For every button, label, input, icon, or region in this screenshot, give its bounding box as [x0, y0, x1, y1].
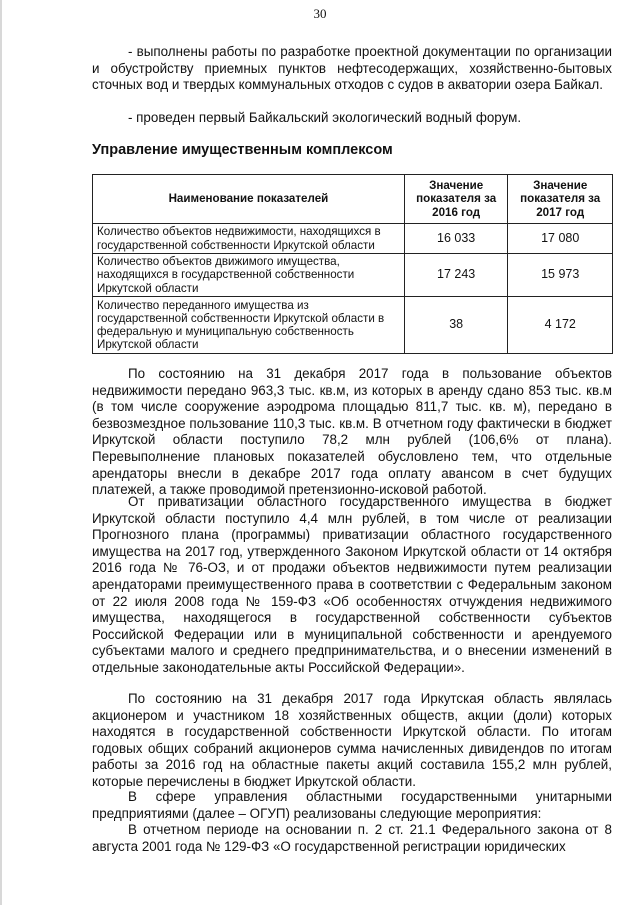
table-row — [93, 297, 613, 354]
intro-item-2: - проведен первый Байкальский экологический водный форум. — [128, 110, 522, 125]
paragraph-privatization: От приватизации областного государственного имущества в бюджет Иркутской области поступило 4,4 млн рублей, в том числе от реализации Прогнозного плана (программы) приватизации областного государственного имущества на 2017 год, утвержденного Законом Иркутской области от 14 октября 2016 года № 76-ОЗ, и от продажи объектов недвижимости путем реализации арендаторами преимущественного права в соответствии с Федеральным законом от 22 июля 2008 года № 159-ФЗ «Об особенностях отчуждения недвижимого имущества, находящегося в государственной собственности субъектов Российской Федерации или в муниципальной собственности и арендуемого субъектами малого и среднего предпринимательства, и о внесении изменений в отдельные законодательные акты Российской Федерации». — [92, 494, 612, 675]
paragraph-lease: По состоянию на 31 декабря 2017 года в пользование объектов недвижимости передано 963,3 тыс. кв.м, из которых в аренду сдано 853 тыс. кв.м (в том числе сооружение аэродрома площадью 811,7 тыс. кв. м), передано в безвозмездное пользование 110,3 тыс. кв.м. В отчетном году фактически в бюджет Иркутской области поступило 78,2 млн рублей (106,6% от плана). Перевыполнение плановых показателей обусловлено тем, что отдельные арендаторы внесли в декабре 2017 года оплату авансом в счет будущих платежей, а также проводимой претензионно-исковой работой. — [92, 366, 612, 498]
row-value-2016: 38 — [404, 297, 508, 354]
header-value-2016: Значение показателя за 2016 год — [404, 175, 508, 224]
header-indicator-name: Наименование показателей — [93, 175, 405, 224]
table-row — [93, 224, 613, 254]
section-title: Управление имущественным комплексом — [92, 142, 393, 158]
header-value-2017: Значение показателя за 2017 год — [508, 175, 613, 224]
paragraph-ogup: В сфере управления областными государственными унитарными предприятиями (далее – ОГУП) реализованы следующие мероприятия: — [92, 789, 612, 821]
scan-edge — [0, 0, 2, 905]
table-header-row — [93, 175, 613, 224]
indicators-table — [92, 174, 613, 354]
intro-item-1: - выполнены работы по разработке проектной документации по организации и обустройству приемных пунктов нефтесодержащих, хозяйственно-бытовых сточных вод и твердых коммунальных отходов с судов в акватории озера Байкал. — [92, 44, 612, 93]
row-value-2017: 4 172 — [508, 297, 613, 354]
paragraph-shareholdings: По состоянию на 31 декабря 2017 года Иркутская область являлась акционером и участником 18 хозяйственных обществ, акции (доли) которых находятся в государственной собственности Иркутской области. По итогам годовых общих собраний акционеров сумма начисленных дивидендов по итогам работы за 2016 год на областные пакеты акций составила 155,2 млн рублей, которые перечислены в бюджет Иркутской области. — [92, 691, 612, 789]
row-name: Количество объектов недвижимости, находящихся в государственной собственности Иркутской области — [93, 224, 405, 254]
table-row — [93, 254, 613, 297]
row-name: Количество переданного имущества из государственной собственности Иркутской области в федеральную и муниципальную собственность Иркутской области — [93, 297, 405, 354]
row-value-2017: 15 973 — [508, 254, 613, 297]
row-value-2016: 17 243 — [404, 254, 508, 297]
row-value-2017: 17 080 — [508, 224, 613, 254]
row-name: Количество объектов движимого имущества, находящихся в государственной собственности Иркутской области — [93, 254, 405, 297]
paragraph-registration: В отчетном периоде на основании п. 2 ст. 21.1 Федерального закона от 8 августа 2001 года № 129-ФЗ «О государственной регистрации юридических — [92, 822, 612, 854]
row-value-2016: 16 033 — [404, 224, 508, 254]
page-number: 30 — [313, 6, 327, 21]
